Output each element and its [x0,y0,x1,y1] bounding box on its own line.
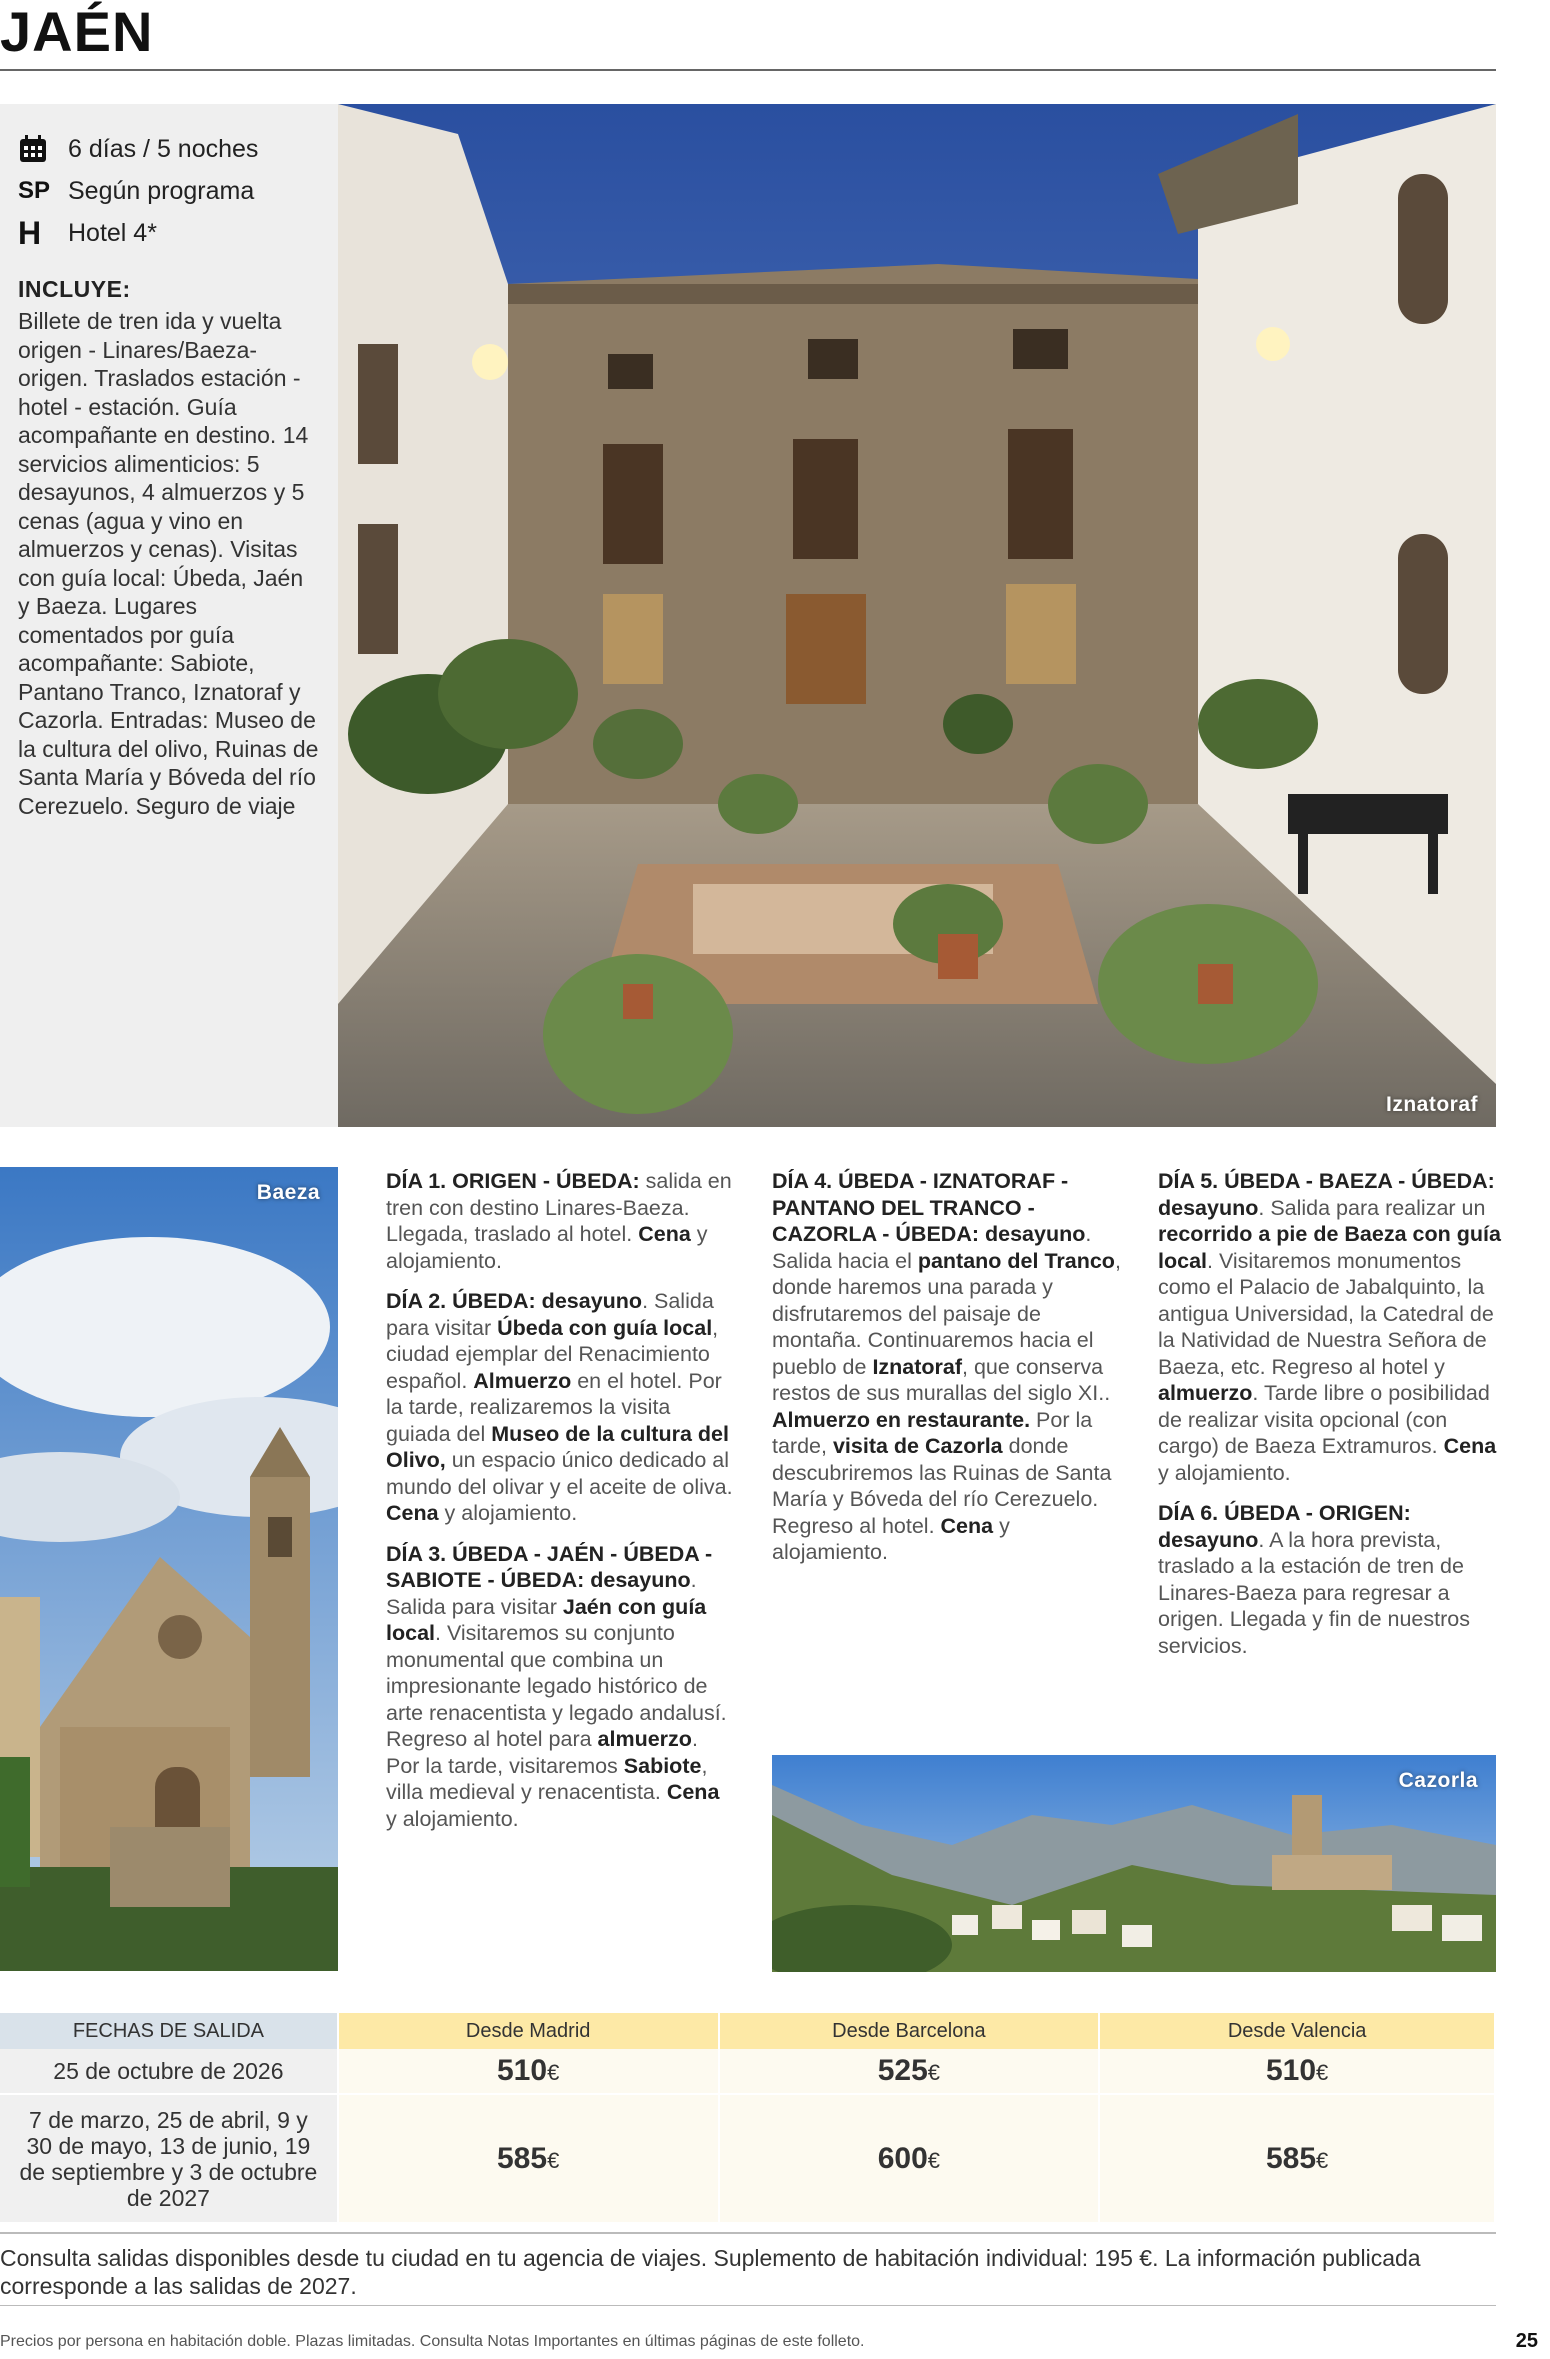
price-value: 600 [877,2141,928,2175]
day-3-highlight: almuerzo [597,1727,692,1751]
page-number: 25 [1515,2330,1538,2352]
includes-heading: INCLUYE: [18,276,131,302]
duration-text: 6 días / 5 noches [68,134,259,163]
day-3-title: DÍA 3. ÚBEDA - JAÉN - ÚBEDA - SABIOTE - ÚBEDA: desayuno [386,1541,713,1592]
meta-program [18,170,320,212]
header-dates: FECHAS DE SALIDA [0,2013,338,2049]
hotel-icon: H [18,215,42,251]
price-barcelona [719,2049,1100,2094]
day-2-text: en el hotel. Por la tarde, realizaremos la visita guiada del [386,1368,722,1446]
program-text: Según programa [68,176,255,205]
day-5-text: . Tarde libre o posibilidad de realizar visita opcional (con cargo) de Baeza Extramuros. [1158,1381,1490,1458]
currency-symbol: € [1316,2060,1329,2085]
day-2-highlight: Úbeda con guía local [497,1315,713,1340]
day-5-title: DÍA 5. ÚBEDA - BAEZA - ÚBEDA: desayuno [1158,1169,1495,1220]
currency-symbol: € [547,2147,560,2173]
title-divider [0,69,1496,71]
footer-divider [0,2305,1496,2306]
cazorla-photo [772,1755,1496,1972]
departure-dates: 7 de marzo, 25 de abril, 9 y 30 de mayo, 13 de junio, 19 de septiembre y 3 de octubre de 2027 [0,2094,338,2222]
itinerary-column-2 [772,1168,1122,1580]
currency-symbol: € [547,2060,560,2085]
price-valencia [1099,2094,1495,2222]
day-3-highlight: Sabiote [623,1753,702,1778]
day-4 [772,1168,1122,1566]
day-4-text: donde descubriremos las Ruinas de Santa María y Bóveda del río Cerezuelo. Regreso al hotel. [772,1434,1112,1538]
itinerary-column-3 [1158,1168,1503,1673]
day-2-text: , ciudad ejemplar del Renacimiento español. [386,1315,719,1393]
price-valencia [1099,2049,1495,2094]
header-madrid: Desde Madrid [338,2013,719,2049]
day-4-highlight: Almuerzo en restaurante. [772,1407,1031,1432]
meta-hotel [18,212,320,254]
day-4-text: , donde haremos una parada y disfrutaremos del paisaje de montaña. Continuaremos hacia el pueblo de [772,1248,1121,1379]
table-row [0,2049,1495,2094]
day-4-highlight: Iznatoraf [872,1354,963,1379]
iznatoraf-caption: Iznatoraf [1385,1093,1478,1116]
header-barcelona: Desde Barcelona [719,2013,1100,2049]
sp-icon: SP [18,177,51,204]
table-divider [0,2232,1496,2234]
day-4-highlight: pantano del Tranco [917,1248,1115,1273]
hotel-text: Hotel 4* [68,218,157,247]
day-2-text: . Salida para visitar [386,1289,714,1340]
day-6-text: . A la hora prevista, traslado a la estación de tren de Linares-Baeza para regresar a origen. Llegada y fin de nuestros servicios. [1158,1527,1470,1658]
table-row [0,2094,1495,2222]
day-2-text: un espacio único dedicado al mundo del olivar y el aceite de oliva. [386,1448,733,1499]
price-table [0,2013,1496,2222]
day-2-title: DÍA 2. ÚBEDA: desayuno [386,1289,643,1313]
header-valencia: Desde Valencia [1099,2013,1495,2049]
day-3 [386,1541,736,1833]
day-1 [386,1168,736,1274]
day-2-highlight: Museo de la cultura del Olivo, [386,1421,729,1472]
price-value: 585 [497,2141,548,2175]
day-2-highlight: Cena [386,1501,439,1525]
price-table-header [0,2013,1495,2049]
price-value: 585 [1265,2141,1317,2175]
cazorla-caption: Cazorla [1398,1769,1478,1792]
day-5 [1158,1168,1503,1486]
price-madrid [338,2049,719,2094]
calendar-icon [18,134,52,164]
itinerary-column-1 [386,1168,736,1846]
day-6 [1158,1500,1503,1659]
day-1-text-end: y alojamiento. [386,1222,708,1273]
page-title: JAÉN [0,0,154,63]
day-4-highlight: Cena [940,1513,994,1538]
currency-symbol: € [927,2147,941,2173]
day-3-highlight: Jaén con guía local [386,1594,707,1645]
day-1-title: DÍA 1. ORIGEN - ÚBEDA: [386,1169,640,1193]
day-2-text-end: y alojamiento. [438,1501,578,1525]
day-5-highlight: almuerzo [1158,1381,1253,1405]
info-note: Consulta salidas disponibles desde tu ciudad en tu agencia de viajes. Suplemento de habitación individual: 195 €. La información publicada corresponde a las salidas de 2027. [0,2245,1421,2299]
day-4-highlight: visita de Cazorla [832,1434,1003,1458]
price-value: 510 [1265,2054,1317,2087]
day-3-highlight: Cena [666,1780,720,1804]
price-barcelona [719,2094,1100,2222]
price-madrid [338,2094,719,2222]
day-3-text: . Por la tarde, visitaremos [386,1727,698,1778]
trip-summary-panel [0,104,338,1127]
day-3-text-end: y alojamiento. [386,1806,519,1831]
baeza-caption: Baeza [256,1181,320,1204]
day-2 [386,1288,736,1527]
iznatoraf-photo [338,104,1496,1127]
price-value: 525 [877,2054,928,2087]
includes-text: Billete de tren ida y vuelta origen - Linares/Baeza-origen. Traslados estación - hotel - estación. Guía acompañante en destino. 14 servicios alimenticios: 5 desayunos, 4 almuerzos y 5 cenas (agua y vino en almuerzos y cenas). Visitas con guía local: Úbeda, Jaén y Baeza. Lugares comentados por guía acompañante: Sabiote, Pantano Tranco, Iznatoraf y Cazorla. Entradas: Museo de la cultura del olivo, Ruinas de Santa María y Bóveda del río Cerezuelo. Seguro de viaje [18,308,319,819]
price-value: 510 [497,2054,548,2087]
day-4-title: DÍA 4. ÚBEDA - IZNATORAF - PANTANO DEL TRANCO - CAZORLA - ÚBEDA: desayuno [772,1169,1086,1246]
meta-duration [18,128,320,170]
day-3-text: , villa medieval y renacentista. [386,1753,708,1804]
day-5-highlight: recorrido a pie de Baeza con guía local [1158,1222,1501,1273]
footnote: Precios por persona en habitación doble. Plazas limitadas. Consulta Notas Importantes en últimas páginas de este folleto. [0,2333,865,2350]
day-5-text: . Visitaremos monumentos como el Palacio de Jabalquinto, la antigua Universidad, la Catedral de la Natividad de Nuestra Señora de Baeza, etc. Regreso al hotel y [1158,1248,1494,1379]
baeza-photo [0,1167,338,1971]
day-3-text: . Visitaremos su conjunto monumental que combina un impresionante legado histórico de arte renacentista y legado andalusí. Regreso al hotel para [386,1621,727,1751]
day-4-text: , que conserva restos de sus murallas del siglo XI.. [772,1354,1111,1405]
currency-symbol: € [1316,2147,1329,2173]
day-1-highlight: Cena [638,1222,691,1246]
day-5-text-end: y alojamiento. [1158,1460,1291,1485]
day-4-text-end: y alojamiento. [772,1513,1010,1564]
day-4-text: Por la tarde, [772,1407,1093,1458]
departure-dates: 25 de octubre de 2026 [0,2049,338,2094]
day-5-text: . Salida para realizar un [1258,1195,1486,1220]
currency-symbol: € [927,2060,941,2085]
day-3-text: . Salida para visitar [386,1568,697,1619]
day-5-highlight: Cena [1443,1434,1497,1458]
day-2-highlight: Almuerzo [473,1368,572,1393]
day-4-text: . Salida hacia el [772,1222,1092,1273]
day-1-text: salida en tren con destino Linares-Baeza. Llegada, traslado al hotel. [386,1169,732,1246]
day-6-title: DÍA 6. ÚBEDA - ORIGEN: desayuno [1158,1501,1411,1552]
